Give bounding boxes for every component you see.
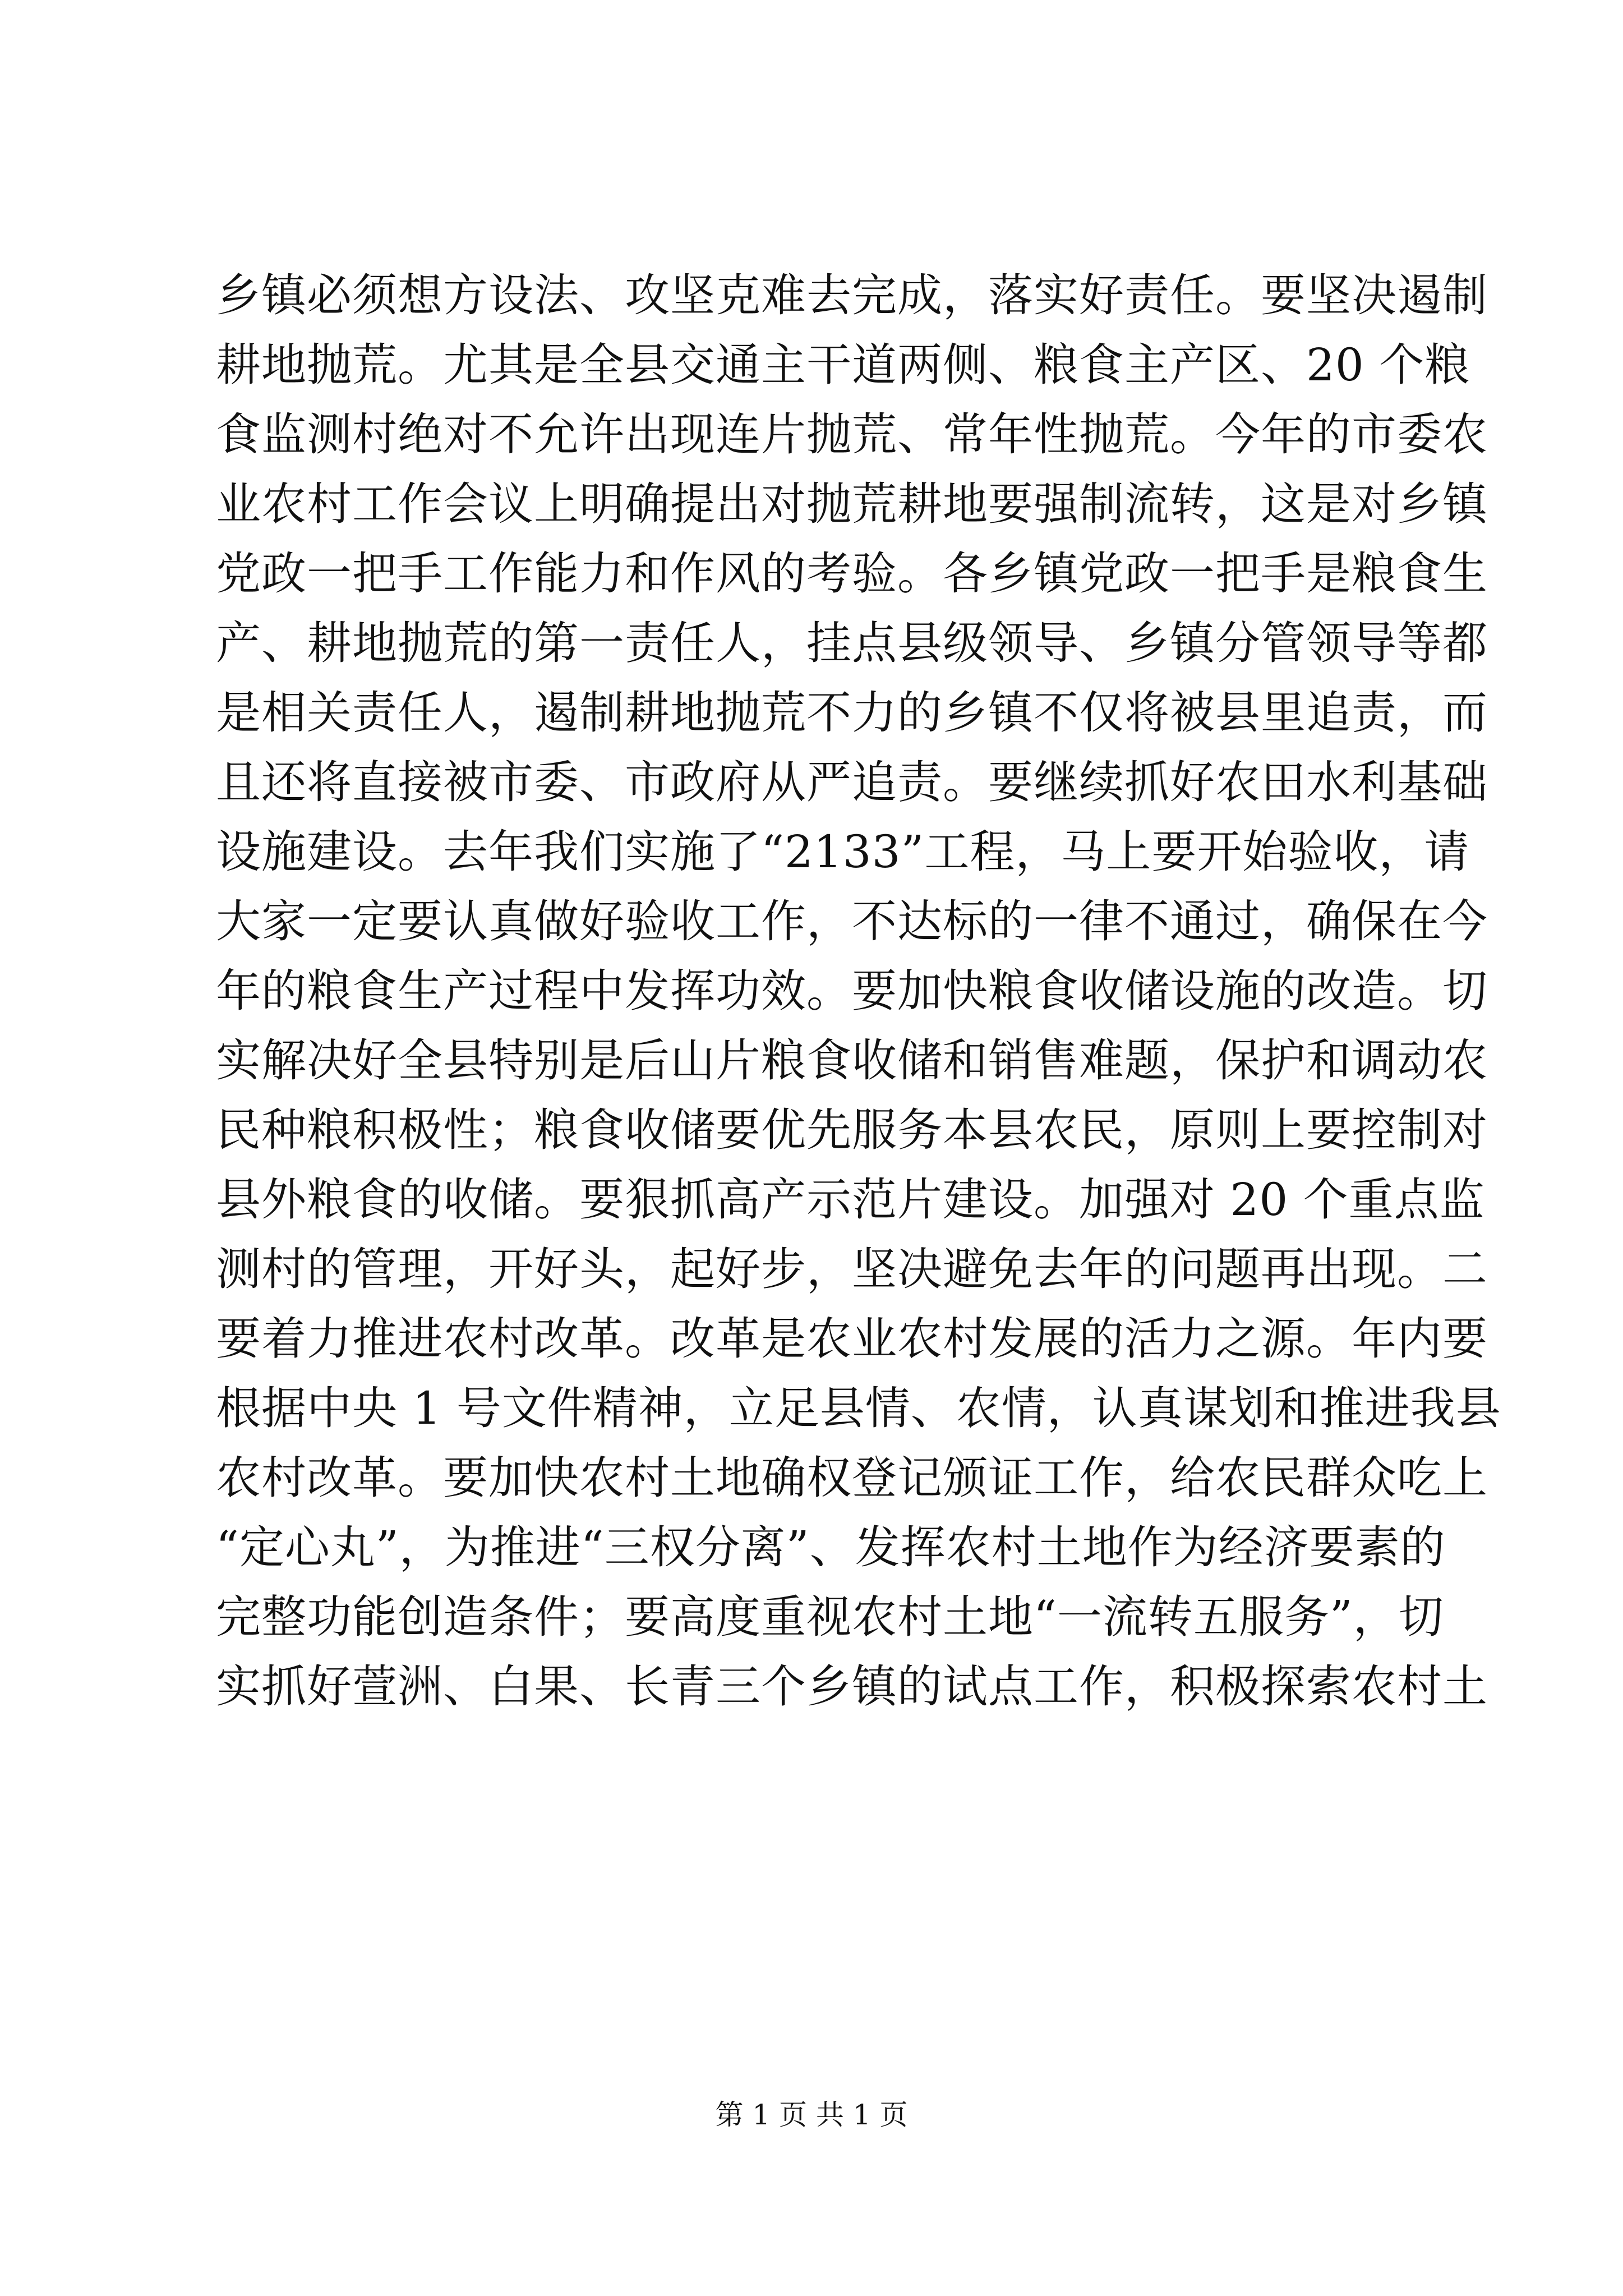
text-line: 测村的管理，开好头，起好步，坚决避免去年的问题再出现。二 bbox=[216, 1243, 1488, 1295]
text-line: 大家一定要认真做好验收工作，不达标的一律不通过，确保在今 bbox=[216, 895, 1488, 947]
text-line: 实抓好萱洲、白果、长青三个乡镇的试点工作，积极探索农村土 bbox=[216, 1660, 1488, 1713]
text-line: 设施建设。去年我们实施了“2133”工程，马上要开始验收，请 bbox=[216, 826, 1470, 878]
text-line: 农村改革。要加快农村土地确权登记颁证工作，给农民群众吃上 bbox=[216, 1452, 1488, 1504]
text-line: 耕地抛荒。尤其是全县交通主干道两侧、粮食主产区、20 个粮 bbox=[216, 339, 1470, 391]
page-footer bbox=[0, 2095, 1623, 2134]
text-line: 业农村工作会议上明确提出对抛荒耕地要强制流转，这是对乡镇 bbox=[216, 478, 1488, 530]
text-line: 完整功能创造条件；要高度重视农村土地“一流转五服务”，切 bbox=[216, 1591, 1444, 1643]
text-line: 根据中央 1 号文件精神，立足县情、农情，认真谋划和推进我县 bbox=[216, 1382, 1501, 1434]
text-line: 且还将直接被市委、市政府从严追责。要继续抓好农田水利基础 bbox=[216, 756, 1488, 808]
text-line: 要着力推进农村改革。改革是农业农村发展的活力之源。年内要 bbox=[216, 1313, 1488, 1365]
text-line: 是相关责任人，遏制耕地抛荒不力的乡镇不仅将被县里追责，而 bbox=[216, 687, 1488, 739]
text-line: 县外粮食的收储。要狠抓高产示范片建设。加强对 20 个重点监 bbox=[216, 1174, 1485, 1226]
page-number: 第 1 页 共 1 页 bbox=[715, 2099, 908, 2131]
text-line: 乡镇必须想方设法、攻坚克难去完成，落实好责任。要坚决遏制 bbox=[216, 269, 1488, 321]
text-line: 产、耕地抛荒的第一责任人，挂点县级领导、乡镇分管领导等都 bbox=[216, 617, 1488, 669]
text-line: 实解决好全县特别是后山片粮食收储和销售难题，保护和调动农 bbox=[216, 1034, 1488, 1087]
body-text bbox=[216, 261, 1501, 1722]
text-line: 党政一把手工作能力和作风的考验。各乡镇党政一把手是粮食生 bbox=[216, 547, 1488, 600]
text-line: “定心丸”，为推进“三权分离”、发挥农村土地作为经济要素的 bbox=[216, 1521, 1446, 1573]
text-line: 民种粮积极性；粮食收储要优先服务本县农民，原则上要控制对 bbox=[216, 1104, 1488, 1156]
text-line: 食监测村绝对不允许出现连片抛荒、常年性抛荒。今年的市委农 bbox=[216, 408, 1488, 461]
text-line: 年的粮食生产过程中发挥功效。要加快粮食收储设施的改造。切 bbox=[216, 965, 1488, 1017]
